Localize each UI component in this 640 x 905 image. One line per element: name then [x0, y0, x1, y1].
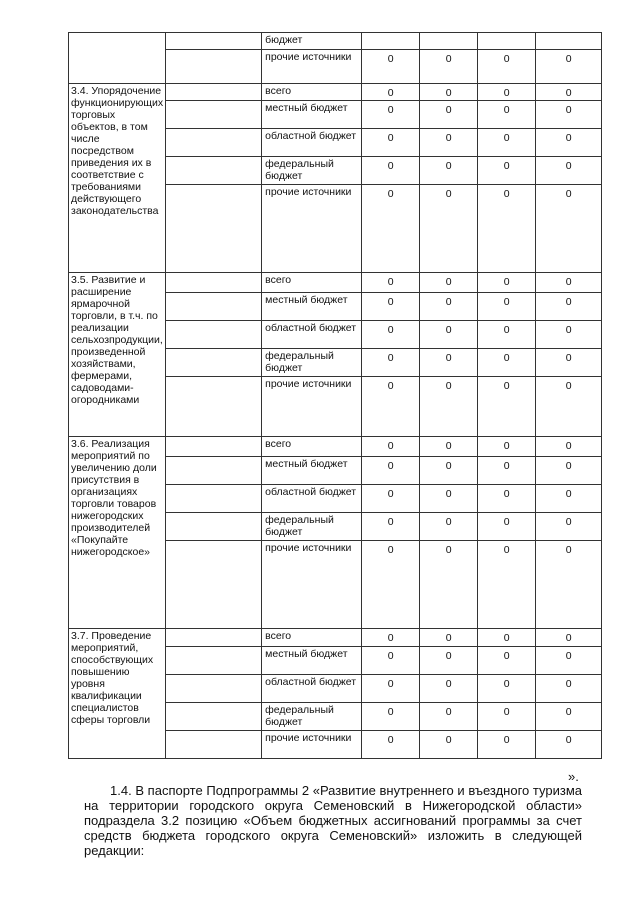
value-cell: 0	[420, 513, 478, 541]
value-cell: 0	[362, 273, 420, 293]
value-cell: 0	[362, 731, 420, 759]
value-cell: 0	[420, 129, 478, 157]
value-cell: 0	[420, 731, 478, 759]
funding-source-cell: всего	[262, 273, 362, 293]
empty-cell	[166, 437, 262, 457]
value-cell: 0	[420, 349, 478, 377]
empty-cell	[166, 293, 262, 321]
table-row	[69, 84, 602, 101]
empty-cell	[166, 647, 262, 675]
funding-source-cell: областной бюджет	[262, 321, 362, 349]
value-cell: 0	[536, 513, 602, 541]
funding-source-cell: местный бюджет	[262, 293, 362, 321]
empty-cell	[166, 629, 262, 647]
funding-source-cell: бюджет	[262, 33, 362, 50]
funding-source-cell: прочие источники	[262, 185, 362, 273]
empty-cell	[166, 157, 262, 185]
value-cell: 0	[478, 703, 536, 731]
value-cell: 0	[478, 273, 536, 293]
value-cell: 0	[536, 377, 602, 437]
value-cell: 0	[478, 457, 536, 485]
funding-source-cell: местный бюджет	[262, 457, 362, 485]
value-cell: 0	[478, 293, 536, 321]
value-cell: 0	[420, 50, 478, 84]
funding-source-cell: всего	[262, 437, 362, 457]
funding-source-cell: областной бюджет	[262, 485, 362, 513]
value-cell: 0	[362, 185, 420, 273]
value-cell: 0	[536, 273, 602, 293]
value-cell: 0	[362, 675, 420, 703]
value-cell: 0	[536, 629, 602, 647]
value-cell: 0	[420, 437, 478, 457]
value-cell: 0	[420, 629, 478, 647]
empty-cell	[166, 513, 262, 541]
table-row	[69, 273, 602, 293]
value-cell: 0	[362, 349, 420, 377]
value-cell: 0	[420, 101, 478, 129]
table-row	[69, 629, 602, 647]
value-cell	[420, 33, 478, 50]
value-cell: 0	[536, 157, 602, 185]
value-cell: 0	[362, 647, 420, 675]
budget-table	[68, 32, 602, 759]
funding-source-cell: прочие источники	[262, 541, 362, 629]
value-cell: 0	[362, 541, 420, 629]
value-cell: 0	[478, 675, 536, 703]
funding-source-cell: местный бюджет	[262, 101, 362, 129]
value-cell: 0	[536, 321, 602, 349]
paragraph-line: 1.4. В паспорте Подпрограммы 2 «Развитие внутреннего и въездного туризма	[110, 783, 582, 798]
value-cell	[536, 33, 602, 50]
value-cell: 0	[478, 485, 536, 513]
value-cell: 0	[536, 485, 602, 513]
value-cell: 0	[536, 101, 602, 129]
value-cell: 0	[362, 629, 420, 647]
value-cell: 0	[362, 321, 420, 349]
value-cell: 0	[478, 101, 536, 129]
value-cell	[478, 33, 536, 50]
value-cell: 0	[536, 703, 602, 731]
continuation-cell	[69, 33, 166, 84]
value-cell: 0	[478, 541, 536, 629]
empty-cell	[166, 84, 262, 101]
value-cell: 0	[420, 703, 478, 731]
value-cell: 0	[536, 84, 602, 101]
value-cell: 0	[478, 157, 536, 185]
value-cell: 0	[478, 84, 536, 101]
value-cell: 0	[478, 629, 536, 647]
value-cell: 0	[362, 293, 420, 321]
value-cell: 0	[420, 485, 478, 513]
funding-source-cell: федеральный бюджет	[262, 513, 362, 541]
table-row	[69, 33, 602, 50]
value-cell	[362, 33, 420, 50]
paragraph-line: средств бюджета городского округа Семеновский» изложить в следующей редакции:	[84, 828, 582, 858]
value-cell: 0	[478, 377, 536, 437]
value-cell: 0	[420, 541, 478, 629]
value-cell: 0	[362, 84, 420, 101]
value-cell: 0	[478, 185, 536, 273]
value-cell: 0	[362, 513, 420, 541]
value-cell: 0	[420, 321, 478, 349]
empty-cell	[166, 349, 262, 377]
amendment-paragraph	[84, 783, 582, 858]
value-cell: 0	[420, 647, 478, 675]
empty-cell	[166, 731, 262, 759]
value-cell: 0	[536, 50, 602, 84]
funding-source-cell: прочие источники	[262, 731, 362, 759]
empty-cell	[166, 33, 262, 50]
value-cell: 0	[420, 185, 478, 273]
value-cell: 0	[478, 50, 536, 84]
measure-label: 3.4. Упорядочение функционирующих торговых объектов, в том числе посредством приведения их в соответствие с требованиями действующего законодательства	[69, 84, 166, 273]
value-cell: 0	[478, 129, 536, 157]
funding-source-cell: областной бюджет	[262, 129, 362, 157]
value-cell: 0	[536, 541, 602, 629]
value-cell: 0	[536, 437, 602, 457]
measure-label: 3.5. Развитие и расширение ярмарочной торговли, в т.ч. по реализации сельхозпродукции, произведенной хозяйствами, фермерами, садоводами-огородниками	[69, 273, 166, 437]
measure-label: 3.7. Проведение мероприятий, способствующих повышению уровня квалификации специалистов сферы торговли	[69, 629, 166, 759]
value-cell: 0	[362, 157, 420, 185]
funding-source-cell: федеральный бюджет	[262, 157, 362, 185]
value-cell: 0	[362, 101, 420, 129]
funding-source-cell: федеральный бюджет	[262, 349, 362, 377]
empty-cell	[166, 101, 262, 129]
empty-cell	[166, 485, 262, 513]
funding-source-cell: прочие источники	[262, 377, 362, 437]
value-cell: 0	[536, 185, 602, 273]
value-cell: 0	[420, 377, 478, 437]
value-cell: 0	[536, 647, 602, 675]
empty-cell	[166, 541, 262, 629]
empty-cell	[166, 675, 262, 703]
empty-cell	[166, 273, 262, 293]
paragraph-line: подраздела 3.2 позицию «Объем бюджетных ассигнований программы за счет	[84, 813, 582, 828]
value-cell: 0	[420, 273, 478, 293]
value-cell: 0	[536, 731, 602, 759]
value-cell: 0	[478, 731, 536, 759]
value-cell: 0	[362, 377, 420, 437]
empty-cell	[166, 321, 262, 349]
measure-label: 3.6. Реализация мероприятий по увеличению доли присутствия в организациях торговли товаров нижегородских производителей «Покупайте нижегородское»	[69, 437, 166, 629]
value-cell: 0	[478, 513, 536, 541]
empty-cell	[166, 129, 262, 157]
value-cell: 0	[420, 457, 478, 485]
funding-source-cell: всего	[262, 84, 362, 101]
value-cell: 0	[420, 675, 478, 703]
value-cell: 0	[362, 50, 420, 84]
value-cell: 0	[536, 129, 602, 157]
value-cell: 0	[362, 485, 420, 513]
value-cell: 0	[536, 293, 602, 321]
value-cell: 0	[536, 349, 602, 377]
value-cell: 0	[362, 703, 420, 731]
empty-cell	[166, 703, 262, 731]
value-cell: 0	[536, 457, 602, 485]
empty-cell	[166, 377, 262, 437]
paragraph-line: на территории городского округа Семеновский в Нижегородской области»	[84, 798, 582, 813]
closing-quote: ».	[568, 769, 579, 784]
value-cell: 0	[420, 293, 478, 321]
empty-cell	[166, 185, 262, 273]
value-cell: 0	[478, 647, 536, 675]
value-cell: 0	[478, 437, 536, 457]
funding-source-cell: областной бюджет	[262, 675, 362, 703]
funding-source-cell: федеральный бюджет	[262, 703, 362, 731]
value-cell: 0	[362, 457, 420, 485]
value-cell: 0	[362, 129, 420, 157]
value-cell: 0	[478, 349, 536, 377]
value-cell: 0	[420, 157, 478, 185]
funding-source-cell: всего	[262, 629, 362, 647]
value-cell: 0	[420, 84, 478, 101]
value-cell: 0	[478, 321, 536, 349]
funding-source-cell: прочие источники	[262, 50, 362, 84]
table-row	[69, 437, 602, 457]
empty-cell	[166, 50, 262, 84]
funding-source-cell: местный бюджет	[262, 647, 362, 675]
value-cell: 0	[536, 675, 602, 703]
empty-cell	[166, 457, 262, 485]
value-cell: 0	[362, 437, 420, 457]
